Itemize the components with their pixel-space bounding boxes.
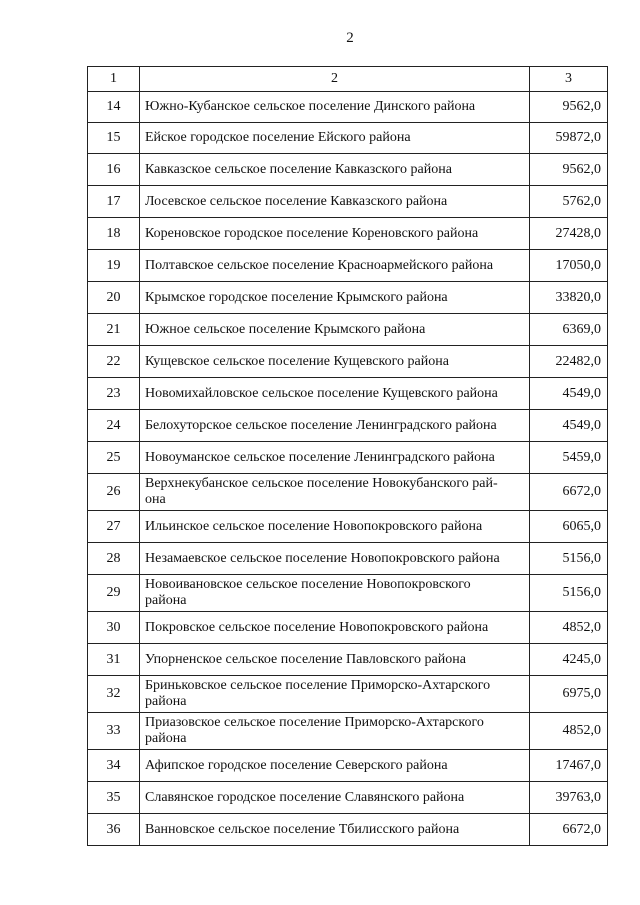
table-row [88, 250, 608, 282]
row-number: 21 [88, 314, 140, 346]
settlement-name: Афипское городское поселение Северского района [140, 750, 530, 782]
settlement-name: Ванновское сельское поселение Тбилисского района [140, 814, 530, 846]
column-header-1: 1 [88, 67, 140, 92]
allocation-value: 4852,0 [530, 612, 608, 644]
table-row [88, 346, 608, 378]
allocation-value: 6065,0 [530, 511, 608, 543]
allocation-value: 6975,0 [530, 676, 608, 713]
settlement-name: Ильинское сельское поселение Новопокровского района [140, 511, 530, 543]
allocation-value: 5459,0 [530, 442, 608, 474]
settlement-name: Кавказское сельское поселение Кавказского района [140, 154, 530, 186]
table-row [88, 814, 608, 846]
row-number: 36 [88, 814, 140, 846]
table-row [88, 511, 608, 543]
row-number: 32 [88, 676, 140, 713]
table-row [88, 442, 608, 474]
row-number: 16 [88, 154, 140, 186]
table-row [88, 186, 608, 218]
allocation-value: 6672,0 [530, 814, 608, 846]
allocation-value: 17467,0 [530, 750, 608, 782]
settlement-name: Упорненское сельское поселение Павловского района [140, 644, 530, 676]
allocation-value: 9562,0 [530, 92, 608, 123]
row-number: 14 [88, 92, 140, 123]
table-row [88, 713, 608, 750]
column-header-3: 3 [530, 67, 608, 92]
allocation-value: 39763,0 [530, 782, 608, 814]
settlement-name: Кореновское городское поселение Кореновского района [140, 218, 530, 250]
allocation-table [87, 66, 608, 846]
allocation-value: 59872,0 [530, 123, 608, 154]
table-row [88, 282, 608, 314]
table-row [88, 612, 608, 644]
table-row [88, 410, 608, 442]
table-row [88, 644, 608, 676]
column-header-2: 2 [140, 67, 530, 92]
table-row [88, 474, 608, 511]
allocation-value: 4245,0 [530, 644, 608, 676]
allocation-value: 5156,0 [530, 575, 608, 612]
table-row [88, 314, 608, 346]
table-row [88, 154, 608, 186]
settlement-name: Кущевское сельское поселение Кущевского района [140, 346, 530, 378]
allocation-value: 4549,0 [530, 378, 608, 410]
table-row [88, 123, 608, 154]
table-row [88, 543, 608, 575]
settlement-name: Ейское городское поселение Ейского района [140, 123, 530, 154]
settlement-name: Белохуторское сельское поселение Ленинградского района [140, 410, 530, 442]
row-number: 19 [88, 250, 140, 282]
row-number: 26 [88, 474, 140, 511]
settlement-name: Крымское городское поселение Крымского района [140, 282, 530, 314]
settlement-name: Приазовское сельское поселение Приморско-Ахтарского района [140, 713, 530, 750]
table-row [88, 750, 608, 782]
table-row [88, 378, 608, 410]
settlement-name: Бриньковское сельское поселение Приморско-Ахтарского района [140, 676, 530, 713]
row-number: 33 [88, 713, 140, 750]
allocation-value: 5762,0 [530, 186, 608, 218]
settlement-name: Славянское городское поселение Славянского района [140, 782, 530, 814]
allocation-value: 4852,0 [530, 713, 608, 750]
allocation-value: 33820,0 [530, 282, 608, 314]
settlement-name: Южное сельское поселение Крымского района [140, 314, 530, 346]
settlement-name: Полтавское сельское поселение Красноармейского района [140, 250, 530, 282]
row-number: 28 [88, 543, 140, 575]
settlement-name: Новоивановское сельское поселение Новопокровского района [140, 575, 530, 612]
settlement-name: Южно-Кубанское сельское поселение Динского района [140, 92, 530, 123]
table-row [88, 92, 608, 123]
row-number: 22 [88, 346, 140, 378]
allocation-value: 4549,0 [530, 410, 608, 442]
allocation-value: 27428,0 [530, 218, 608, 250]
row-number: 18 [88, 218, 140, 250]
row-number: 15 [88, 123, 140, 154]
row-number: 17 [88, 186, 140, 218]
row-number: 25 [88, 442, 140, 474]
settlement-name: Покровское сельское поселение Новопокровского района [140, 612, 530, 644]
row-number: 24 [88, 410, 140, 442]
table-header-row [88, 67, 608, 92]
row-number: 20 [88, 282, 140, 314]
row-number: 29 [88, 575, 140, 612]
row-number: 34 [88, 750, 140, 782]
settlement-name: Новоуманское сельское поселение Ленинградского района [140, 442, 530, 474]
settlement-name: Лосевское сельское поселение Кавказского района [140, 186, 530, 218]
table-row [88, 782, 608, 814]
row-number: 35 [88, 782, 140, 814]
table-row [88, 676, 608, 713]
settlement-name: Незамаевское сельское поселение Новопокровского района [140, 543, 530, 575]
settlement-name: Новомихайловское сельское поселение Кущевского района [140, 378, 530, 410]
allocation-value: 17050,0 [530, 250, 608, 282]
row-number: 23 [88, 378, 140, 410]
allocation-value: 6672,0 [530, 474, 608, 511]
row-number: 27 [88, 511, 140, 543]
table-body [88, 67, 608, 846]
allocation-value: 6369,0 [530, 314, 608, 346]
allocation-value: 5156,0 [530, 543, 608, 575]
allocation-value: 9562,0 [530, 154, 608, 186]
table-row [88, 218, 608, 250]
row-number: 30 [88, 612, 140, 644]
table-row [88, 575, 608, 612]
allocation-value: 22482,0 [530, 346, 608, 378]
page-number: 2 [346, 30, 354, 46]
settlement-name: Верхнекубанское сельское поселение Новокубанского рай- она [140, 474, 530, 511]
row-number: 31 [88, 644, 140, 676]
